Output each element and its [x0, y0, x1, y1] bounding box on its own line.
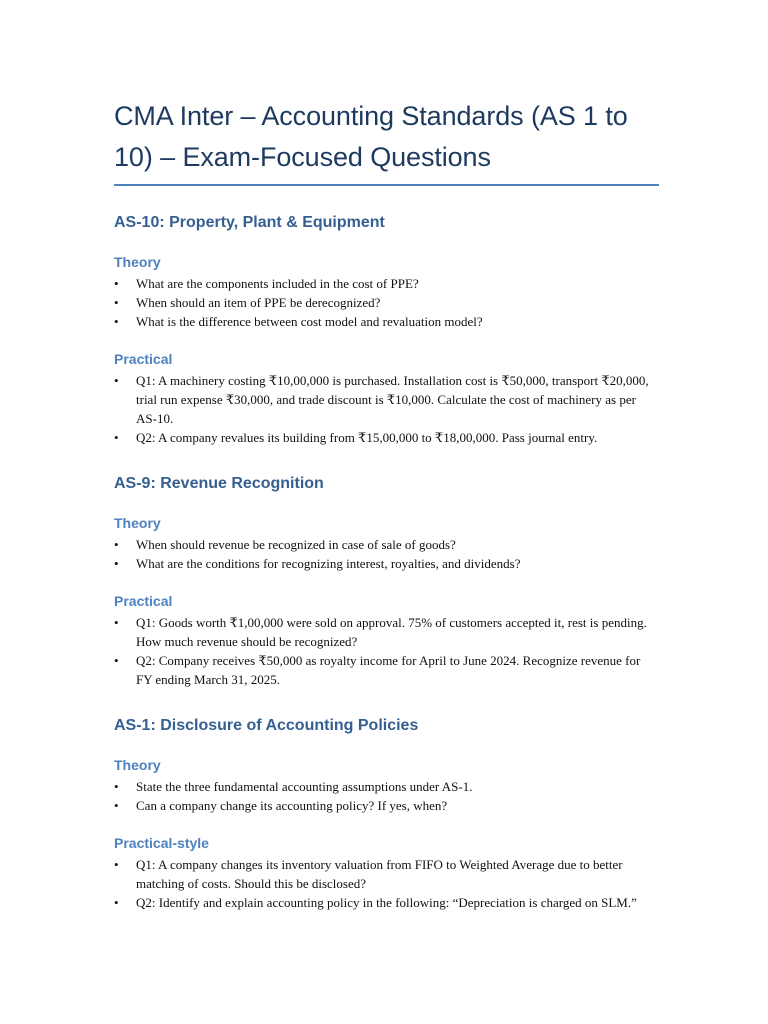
list-item [114, 371, 659, 428]
bullet-icon: • [114, 430, 119, 445]
list-item-text: Q1: A company changes its inventory valuation from FIFO to Weighted Average due to better matching of costs. Should this be disclosed? [136, 857, 623, 891]
list-item-text: Q2: Identify and explain accounting policy in the following: “Depreciation is charged on SLM.” [136, 895, 637, 910]
list-item [114, 796, 659, 815]
bullet-list [114, 855, 659, 912]
bullet-list [114, 371, 659, 447]
bullet-icon: • [114, 857, 119, 872]
bullet-list [114, 613, 659, 689]
bullet-icon: • [114, 779, 119, 794]
bullet-icon: • [114, 373, 119, 388]
bullet-icon: • [114, 276, 119, 291]
bullet-icon: • [114, 653, 119, 668]
bullet-list [114, 274, 659, 331]
document-title: CMA Inter – Accounting Standards (AS 1 to 10) – Exam-Focused Questions [114, 96, 659, 186]
list-item-text: Can a company change its accounting policy? If yes, when? [136, 798, 448, 813]
section-heading: AS-10: Property, Plant & Equipment [114, 214, 385, 231]
list-item [114, 312, 659, 331]
subheading-practical-style: Practical-style [114, 835, 209, 851]
bullet-icon: • [114, 615, 119, 630]
bullet-list [114, 535, 659, 573]
subheading-practical: Practical [114, 593, 173, 609]
list-item-text: When should revenue be recognized in case of sale of goods? [136, 537, 456, 552]
list-item-text: When should an item of PPE be derecognized? [136, 295, 381, 310]
bullet-icon: • [114, 295, 119, 310]
bullet-icon: • [114, 798, 119, 813]
list-item-text: Q2: A company revalues its building from ₹15,00,000 to ₹18,00,000. Pass journal entry. [136, 430, 598, 445]
list-item [114, 777, 659, 796]
list-item [114, 428, 659, 447]
list-item [114, 554, 659, 573]
bullet-icon: • [114, 314, 119, 329]
list-item [114, 613, 659, 651]
subheading-practical: Practical [114, 351, 173, 367]
list-item-text: What are the conditions for recognizing interest, royalties, and dividends? [136, 556, 521, 571]
section-heading: AS-1: Disclosure of Accounting Policies [114, 717, 419, 734]
list-item [114, 651, 659, 689]
list-item [114, 274, 659, 293]
subheading-theory: Theory [114, 757, 161, 773]
list-item-text: What is the difference between cost model and revaluation model? [136, 314, 483, 329]
bullet-icon: • [114, 556, 119, 571]
subheading-theory: Theory [114, 254, 161, 270]
section-as10 [114, 212, 659, 447]
bullet-icon: • [114, 537, 119, 552]
section-as1 [114, 715, 659, 912]
section-as9 [114, 473, 659, 689]
list-item-text: Q1: A machinery costing ₹10,00,000 is purchased. Installation cost is ₹50,000, transport ₹20,000, trial run expense ₹30,000, and trade discount is ₹10,000. Calculate the cost of machinery as per AS-10. [136, 373, 649, 426]
list-item-text: Q2: Company receives ₹50,000 as royalty income for April to June 2024. Recognize revenue for FY ending March 31, 2025. [136, 653, 641, 687]
bullet-icon: • [114, 895, 119, 910]
section-heading: AS-9: Revenue Recognition [114, 475, 324, 492]
list-item-text: State the three fundamental accounting assumptions under AS-1. [136, 779, 473, 794]
subheading-theory: Theory [114, 515, 161, 531]
list-item [114, 535, 659, 554]
list-item [114, 293, 659, 312]
list-item-text: What are the components included in the cost of PPE? [136, 276, 419, 291]
list-item [114, 855, 659, 893]
bullet-list [114, 777, 659, 815]
list-item-text: Q1: Goods worth ₹1,00,000 were sold on approval. 75% of customers accepted it, rest is pending. How much revenue should be recognized? [136, 615, 647, 649]
document-body [114, 96, 659, 912]
list-item [114, 893, 659, 912]
